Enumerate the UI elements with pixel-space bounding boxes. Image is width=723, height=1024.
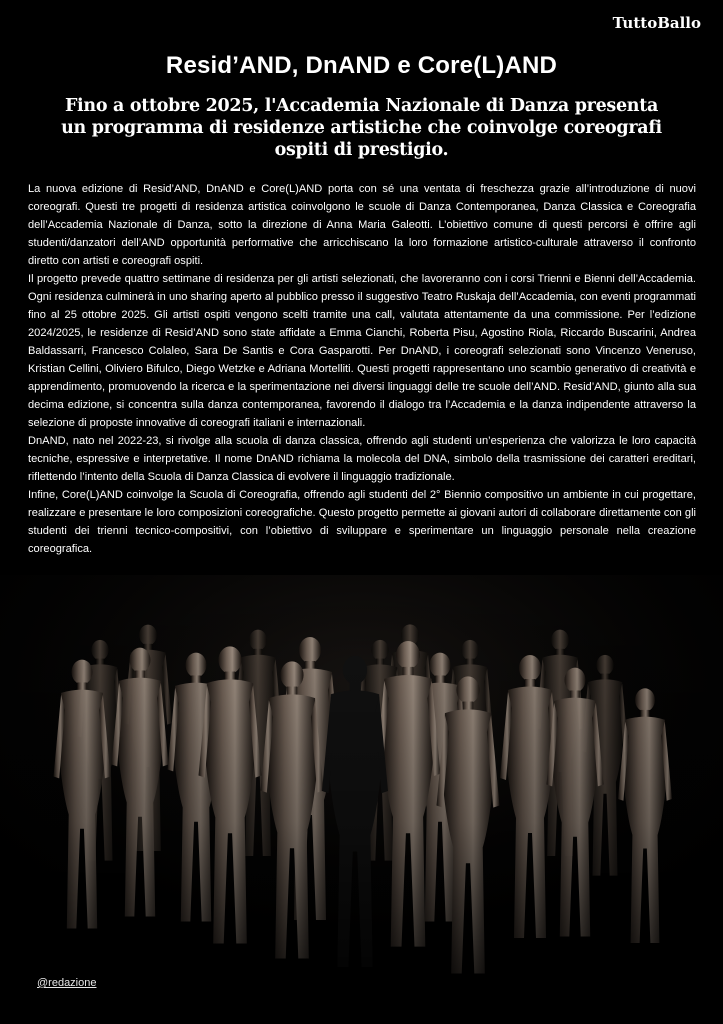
article-subtitle: Fino a ottobre 2025, l'Accademia Nazionale di Danza presenta un programma di residenze artistiche che coinvolge coreografi ospiti di prestigio. [61,96,662,160]
author-handle-link[interactable]: @redazione [37,977,97,989]
paragraph-dnand: DnAND, nato nel 2022-23, si rivolge alla scuola di danza classica, offrendo agli studenti un’esperienza che valorizza le loro capacità tecniche, espressive e interpretative. Il nome DnAND richiama la molecola del DNA, simbolo della trasmissione dei caratteri ereditari, riflettendo l’intento della Scuola di Danza Classica di evolvere il linguaggio tradizionale. [28,435,696,483]
brand-logo: TuttoBallo [612,14,701,32]
paragraph-intro: La nuova edizione di Resid’AND, DnAND e Core(L)AND porta con sé una ventata di freschezza grazie all’introduzione di nuovi coreografi. Questi tre progetti di residenza artistica coinvolgono le scuole di Danza Contemporanea, Danza Classica e Coreografia dell’Accademia Nazionale di Danza, sotto la direzione di Anna Maria Galeotti. L’obiettivo comune di questi percorsi è offrire agli studenti/danzatori dell’AND opportunità performative che arricchiscano la loro formazione artistico-culturale attraverso il confronto diretto con artisti e coreografi ospiti. [28,183,696,267]
article-body [28,180,696,558]
dancers-photo [0,575,723,1024]
paragraph-project: Il progetto prevede quattro settimane di residenza per gli artisti selezionati, che lavoreranno con i corsi Trienni e Bienni dell’Accademia. Ogni residenza culminerà in uno sharing aperto al pubblico presso il suggestivo Teatro Ruskaja dell’Accademia, con eventi programmati fino al 25 ottobre 2025. Gli artisti ospiti vengono scelti tramite una call, valutata attentamente da una commissione. Per l’edizione 2024/2025, le residenze di Resid’AND sono state affidate a Emma Cianchi, Roberta Pisu, Agostino Riola, Riccardo Buscarini, Andrea Baldassarri, Francesco Colaleo, Sara De Santis e Cora Gasparotti. Per DnAND, i coreografi selezionati sono Vincenzo Veneruso, Kristian Cellini, Oliviero Bifulco, Diego Wetzke e Adriana Mortelliti. Questi progetti rappresentano uno scambio generativo di creatività e apprendimento, promuovendo la ricerca e la sperimentazione nei diversi linguaggi delle tre scuole dell’AND. Resid’AND, giunto alla sua decima edizione, si concentra sulla danza contemporanea, favorendo il dialogo tra l’Accademia e la danza indipendente attraverso la selezione di proposte innovative di coreografi italiani e internazionali. [28,273,696,429]
article-title: Resid’AND, DnAND e Core(L)AND [165,52,558,79]
paragraph-coreland: Infine, Core(L)AND coinvolge la Scuola di Coreografia, offrendo agli studenti del 2° Biennio compositivo un ambiente in cui progettare, realizzare e presentare le loro composizioni coreografiche. Questo progetto permette ai giovani autori di collaborare direttamente con gli studenti dei trienni tecnico-compositivi, con l’obiettivo di sviluppare e sperimentare un linguaggio personale nella creazione coreografica. [28,489,696,555]
